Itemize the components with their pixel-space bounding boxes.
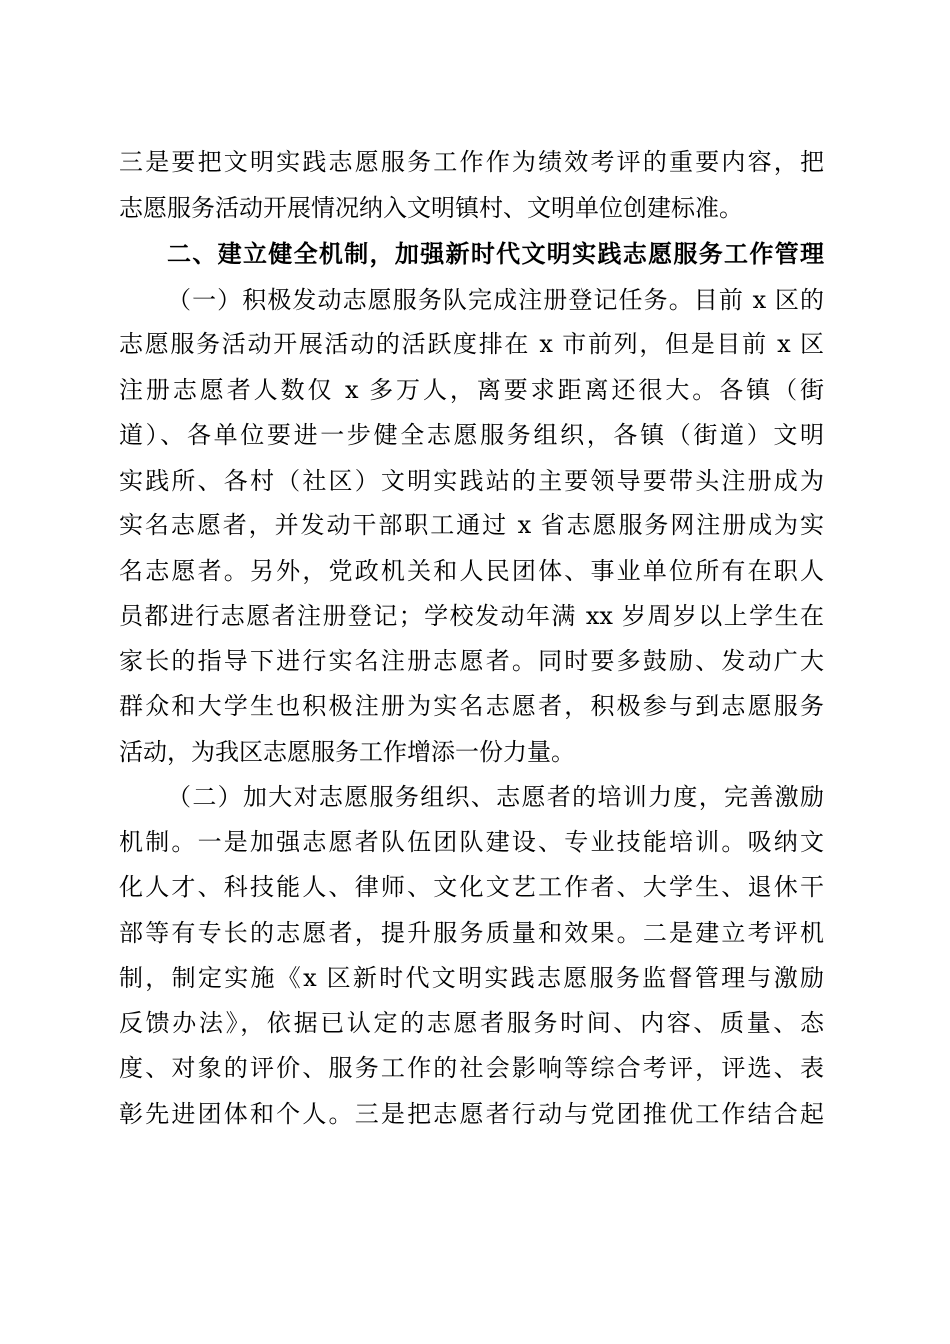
paragraph-line: 度、对象的评价、服务工作的社会影响等综合考评，评选、表 xyxy=(119,1054,824,1082)
paragraph-line: 注册志愿者人数仅 x 多万人，离要求距离还很大。各镇（街 xyxy=(119,376,824,404)
paragraph-line: 名志愿者。另外，党政机关和人民团体、事业单位所有在职人 xyxy=(119,557,824,585)
paragraph-line: 群众和大学生也积极注册为实名志愿者，积极参与到志愿服务 xyxy=(119,692,824,720)
paragraph-line: 三是要把文明实践志愿服务工作作为绩效考评的重要内容，把 xyxy=(119,148,824,176)
paragraph-line: 员都进行志愿者注册登记；学校发动年满 xx 岁周岁以上学生在 xyxy=(119,602,824,630)
paragraph-line: 反馈办法》，依据已认定的志愿者服务时间、内容、质量、态 xyxy=(119,1009,824,1037)
paragraph-line: 彰先进团体和个人。三是把志愿者行动与党团推优工作结合起 xyxy=(119,1100,824,1128)
paragraph-line: 部等有专长的志愿者，提升服务质量和效果。二是建立考评机 xyxy=(119,919,824,947)
paragraph-line: 志愿服务活动开展活动的活跃度排在 x 市前列，但是目前 x 区 xyxy=(119,330,824,358)
paragraph-line: 活动，为我区志愿服务工作增添一份力量。 xyxy=(119,738,575,766)
paragraph-line: 道）、各单位要进一步健全志愿服务组织，各镇（街道）文明 xyxy=(119,421,824,449)
paragraph-line: 实践所、各村（社区）文明实践站的主要领导要带头注册成为 xyxy=(119,467,824,495)
subsection-lead-line: （二）加大对志愿服务组织、志愿者的培训力度，完善激励 xyxy=(167,783,824,811)
section-heading: 二、建立健全机制，加强新时代文明实践志愿服务工作管理 xyxy=(167,240,824,268)
paragraph-line: 家长的指导下进行实名注册志愿者。同时要多鼓励、发动广大 xyxy=(119,647,824,675)
paragraph-line: 化人才、科技能人、律师、文化文艺工作者、大学生、退休干 xyxy=(119,873,824,901)
paragraph-line: 机制。一是加强志愿者队伍团队建设、专业技能培训。吸纳文 xyxy=(119,828,824,856)
subsection-lead-line: （一）积极发动志愿服务队完成注册登记任务。目前 x 区的 xyxy=(167,286,824,314)
paragraph-line: 志愿服务活动开展情况纳入文明镇村、文明单位创建标准。 xyxy=(119,194,743,222)
paragraph-line: 实名志愿者，并发动干部职工通过 x 省志愿服务网注册成为实 xyxy=(119,511,824,539)
paragraph-line: 制，制定实施《x 区新时代文明实践志愿服务监督管理与激励 xyxy=(119,964,824,992)
